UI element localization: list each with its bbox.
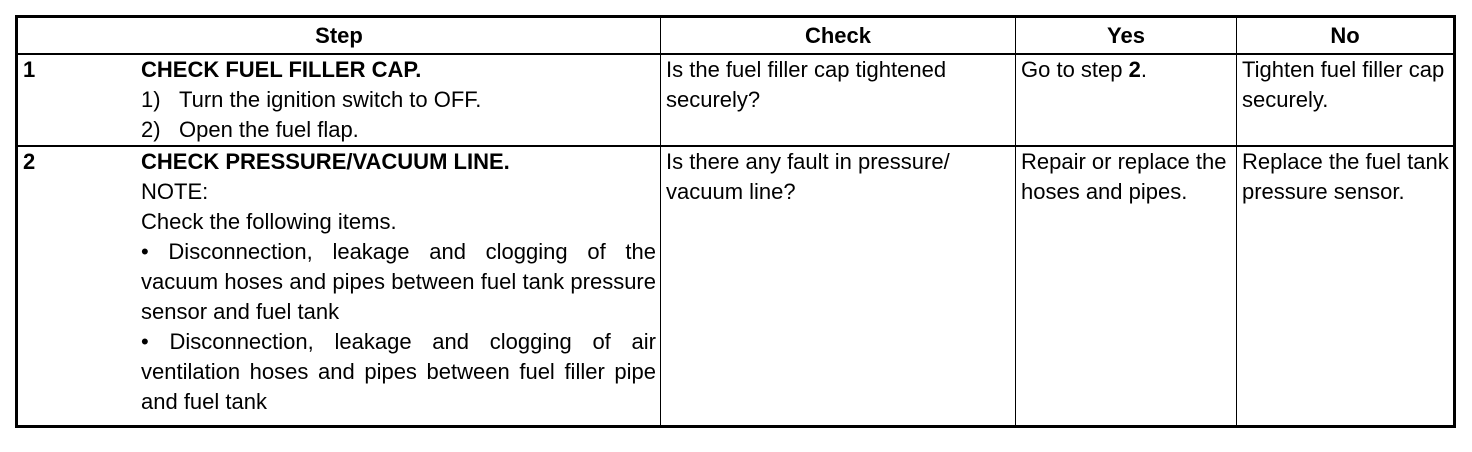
diagnostic-table-wrapper — [15, 15, 1456, 428]
step-title: CHECK FUEL FILLER CAP. — [141, 57, 422, 82]
note-intro: Check the following items. — [141, 209, 397, 234]
substep-item — [141, 85, 656, 115]
substep-number: 1) — [141, 87, 161, 112]
yes-suffix: . — [1140, 57, 1147, 82]
check-cell: Is there any fault in pressure/ vacuum line? — [661, 146, 1016, 427]
column-header-step: Step — [17, 17, 661, 55]
yes-step-ref: 2 — [1128, 57, 1141, 82]
check-cell: Is the fuel filler cap tightened securely? — [661, 54, 1016, 146]
note-bullet: • Disconnection, leakage and clogging of air ventilation hoses and pipes between fuel filler pipe and fuel tank — [141, 329, 656, 414]
yes-cell — [1016, 54, 1237, 146]
column-header-no: No — [1237, 17, 1455, 55]
note-bullet: • Disconnection, leakage and clogging of the vacuum hoses and pipes between fuel tank pressure sensor and fuel tank — [141, 239, 656, 324]
step-cell — [17, 54, 661, 146]
substep-number: 2) — [141, 117, 161, 142]
table-row — [17, 54, 1455, 146]
column-header-check: Check — [661, 17, 1016, 55]
substep-text: Open the fuel flap. — [179, 117, 359, 142]
yes-cell: Repair or replace the hoses and pipes. — [1016, 146, 1237, 427]
substep-text: Turn the ignition switch to OFF. — [179, 87, 482, 112]
no-cell: Tighten fuel filler cap securely. — [1237, 54, 1455, 146]
note-label: NOTE: — [141, 179, 209, 204]
yes-text: Go to step — [1021, 57, 1129, 82]
step-number: 1 — [23, 57, 36, 82]
step-number: 2 — [23, 149, 36, 174]
diagnostic-procedure-table — [15, 15, 1456, 428]
column-header-yes: Yes — [1016, 17, 1237, 55]
table-row — [17, 146, 1455, 427]
step-cell — [17, 146, 661, 427]
no-cell: Replace the fuel tank pressure sensor. — [1237, 146, 1455, 427]
step-title: CHECK PRESSURE/VACUUM LINE. — [141, 149, 510, 174]
substep-item — [141, 115, 656, 145]
table-header-row — [17, 17, 1455, 55]
